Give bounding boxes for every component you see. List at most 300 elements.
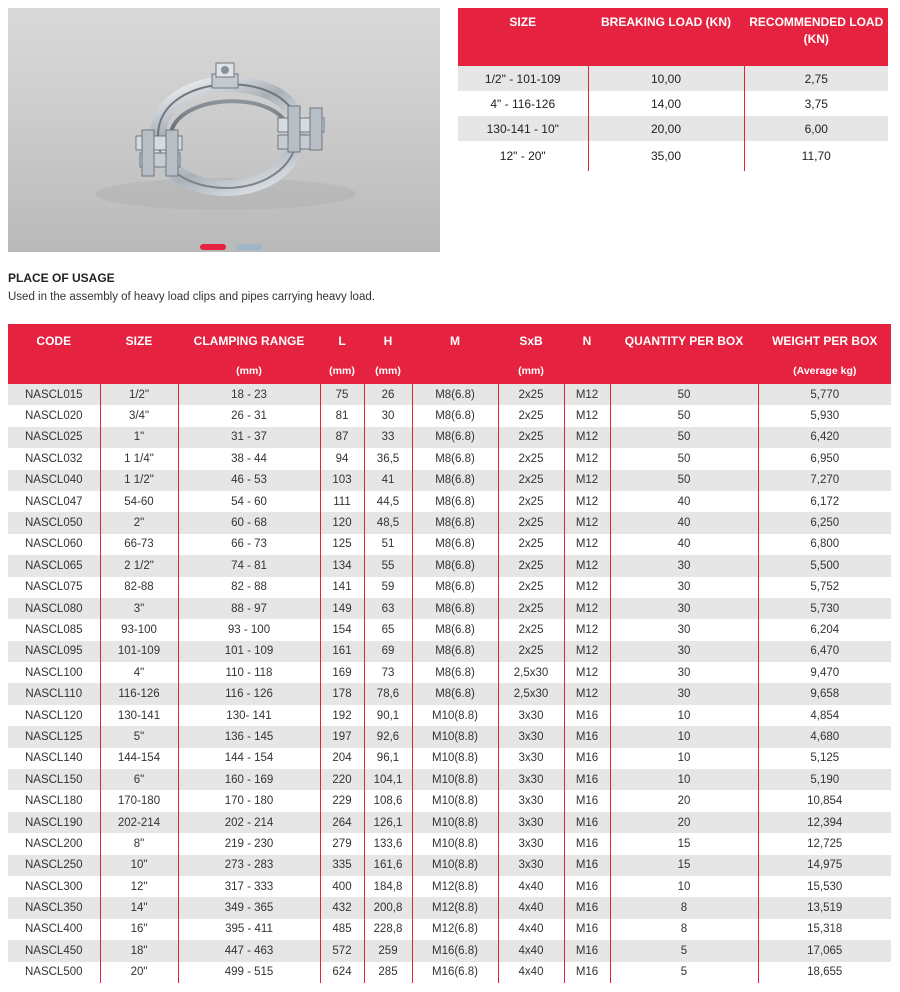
table-cell: 20 xyxy=(610,812,758,833)
product-table xyxy=(8,324,891,983)
table-cell: 8" xyxy=(100,833,178,854)
table-cell: M8(6.8) xyxy=(412,405,498,426)
table-row xyxy=(8,855,891,876)
carousel-dot[interactable] xyxy=(236,244,262,250)
table-cell: M12 xyxy=(564,577,610,598)
table-cell: M8(6.8) xyxy=(412,470,498,491)
table-cell: 10 xyxy=(610,748,758,769)
table-cell: NASCL120 xyxy=(8,705,100,726)
table-cell: M8(6.8) xyxy=(412,534,498,555)
table-cell: NASCL020 xyxy=(8,405,100,426)
table-cell: 4" xyxy=(100,662,178,683)
table-row xyxy=(8,512,891,533)
table-cell: 26 xyxy=(364,384,412,405)
table-cell: 499 - 515 xyxy=(178,962,320,983)
table-cell: 2x25 xyxy=(498,470,564,491)
table-cell: 133,6 xyxy=(364,833,412,854)
table-cell: M8(6.8) xyxy=(412,641,498,662)
table-cell: 1" xyxy=(100,427,178,448)
table-cell: NASCL400 xyxy=(8,919,100,940)
table-cell: 6,950 xyxy=(758,448,891,469)
table-cell: 4,680 xyxy=(758,726,891,747)
table-cell: M8(6.8) xyxy=(412,384,498,405)
table-cell: M8(6.8) xyxy=(412,448,498,469)
table-cell: 6,172 xyxy=(758,491,891,512)
table-cell: 104,1 xyxy=(364,769,412,790)
table-cell: M12 xyxy=(564,470,610,491)
table-cell: M12(8.8) xyxy=(412,897,498,918)
table-cell: 44,5 xyxy=(364,491,412,512)
load-table xyxy=(458,8,888,171)
table-cell: M12 xyxy=(564,491,610,512)
table-cell: 94 xyxy=(320,448,364,469)
load-cell: 35,00 xyxy=(588,141,744,171)
table-row xyxy=(8,662,891,683)
table-cell: M16 xyxy=(564,897,610,918)
table-cell: 12,394 xyxy=(758,812,891,833)
table-cell: 2x25 xyxy=(498,405,564,426)
table-cell: 2x25 xyxy=(498,641,564,662)
table-cell: 4x40 xyxy=(498,940,564,961)
table-cell: 161 xyxy=(320,641,364,662)
table-cell: 2x25 xyxy=(498,491,564,512)
table-cell: 170-180 xyxy=(100,790,178,811)
table-row xyxy=(8,897,891,918)
table-cell: 2,5x30 xyxy=(498,662,564,683)
table-cell: 69 xyxy=(364,641,412,662)
table-cell: NASCL085 xyxy=(8,619,100,640)
table-cell: 624 xyxy=(320,962,364,983)
table-cell: 4x40 xyxy=(498,876,564,897)
load-cell: 3,75 xyxy=(744,91,888,116)
table-cell: NASCL095 xyxy=(8,641,100,662)
table-cell: 144-154 xyxy=(100,748,178,769)
load-row xyxy=(458,66,888,91)
table-cell: 3x30 xyxy=(498,790,564,811)
table-cell: M16 xyxy=(564,769,610,790)
table-cell: 5 xyxy=(610,962,758,983)
table-cell: 259 xyxy=(364,940,412,961)
table-cell: 2x25 xyxy=(498,427,564,448)
load-cell: 6,00 xyxy=(744,116,888,141)
table-cell: 4x40 xyxy=(498,962,564,983)
table-cell: 202-214 xyxy=(100,812,178,833)
table-cell: M8(6.8) xyxy=(412,427,498,448)
table-cell: 2x25 xyxy=(498,448,564,469)
table-cell: NASCL180 xyxy=(8,790,100,811)
table-cell: 18 - 23 xyxy=(178,384,320,405)
column-unit: (mm) xyxy=(498,358,564,384)
load-cell: 130-141 - 10" xyxy=(458,116,588,141)
load-cell: 2,75 xyxy=(744,66,888,91)
table-cell: M8(6.8) xyxy=(412,491,498,512)
table-cell: 219 - 230 xyxy=(178,833,320,854)
table-cell: 144 - 154 xyxy=(178,748,320,769)
table-cell: 3x30 xyxy=(498,769,564,790)
table-cell: 154 xyxy=(320,619,364,640)
table-cell: 10 xyxy=(610,876,758,897)
table-cell: 3x30 xyxy=(498,726,564,747)
table-row xyxy=(8,470,891,491)
table-cell: 12,725 xyxy=(758,833,891,854)
table-cell: 16" xyxy=(100,919,178,940)
table-cell: 66-73 xyxy=(100,534,178,555)
table-cell: NASCL065 xyxy=(8,555,100,576)
load-cell: 4" - 116-126 xyxy=(458,91,588,116)
table-cell: 50 xyxy=(610,405,758,426)
table-cell: 202 - 214 xyxy=(178,812,320,833)
table-cell: 161,6 xyxy=(364,855,412,876)
table-cell: 46 - 53 xyxy=(178,470,320,491)
table-cell: 92,6 xyxy=(364,726,412,747)
table-cell: 30 xyxy=(610,641,758,662)
pipe-clamp-illustration xyxy=(8,8,440,252)
table-cell: 65 xyxy=(364,619,412,640)
table-row xyxy=(8,748,891,769)
product-image xyxy=(8,8,440,252)
table-cell: 3x30 xyxy=(498,855,564,876)
table-cell: 10,854 xyxy=(758,790,891,811)
table-cell: 285 xyxy=(364,962,412,983)
table-cell: M16 xyxy=(564,919,610,940)
load-header-breaking: BREAKING LOAD (KN) xyxy=(588,8,744,66)
table-cell: 3x30 xyxy=(498,748,564,769)
table-cell: NASCL015 xyxy=(8,384,100,405)
table-row xyxy=(8,790,891,811)
column-header: SxB xyxy=(498,324,564,358)
column-header: CODE xyxy=(8,324,100,358)
table-cell: 2x25 xyxy=(498,577,564,598)
table-cell: 2x25 xyxy=(498,512,564,533)
table-cell: 54-60 xyxy=(100,491,178,512)
table-cell: 40 xyxy=(610,534,758,555)
table-row xyxy=(8,577,891,598)
table-cell: 6,470 xyxy=(758,641,891,662)
table-cell: M16 xyxy=(564,726,610,747)
table-cell: 130-141 xyxy=(100,705,178,726)
table-cell: NASCL140 xyxy=(8,748,100,769)
table-cell: 8 xyxy=(610,897,758,918)
table-cell: 6,800 xyxy=(758,534,891,555)
table-cell: 228,8 xyxy=(364,919,412,940)
load-cell: 1/2" - 101-109 xyxy=(458,66,588,91)
load-row xyxy=(458,141,888,171)
table-cell: 63 xyxy=(364,598,412,619)
table-cell: M8(6.8) xyxy=(412,555,498,576)
table-cell: 192 xyxy=(320,705,364,726)
table-cell: 10 xyxy=(610,705,758,726)
table-row xyxy=(8,876,891,897)
table-cell: 2x25 xyxy=(498,534,564,555)
table-cell: 200,8 xyxy=(364,897,412,918)
table-cell: M10(8.8) xyxy=(412,812,498,833)
table-cell: M8(6.8) xyxy=(412,683,498,704)
table-cell: 349 - 365 xyxy=(178,897,320,918)
load-header-size: SIZE xyxy=(458,8,588,66)
table-cell: 31 - 37 xyxy=(178,427,320,448)
table-cell: M10(8.8) xyxy=(412,705,498,726)
table-cell: 54 - 60 xyxy=(178,491,320,512)
table-cell: 2x25 xyxy=(498,598,564,619)
table-cell: 87 xyxy=(320,427,364,448)
table-cell: 10" xyxy=(100,855,178,876)
table-cell: NASCL075 xyxy=(8,577,100,598)
table-cell: 15,530 xyxy=(758,876,891,897)
table-cell: M16 xyxy=(564,812,610,833)
table-row xyxy=(8,491,891,512)
table-cell: 3x30 xyxy=(498,705,564,726)
table-cell: 9,658 xyxy=(758,683,891,704)
table-cell: 108,6 xyxy=(364,790,412,811)
table-cell: 50 xyxy=(610,384,758,405)
table-cell: M16(6.8) xyxy=(412,940,498,961)
table-cell: 15 xyxy=(610,833,758,854)
table-cell: M16 xyxy=(564,876,610,897)
table-row xyxy=(8,534,891,555)
table-row xyxy=(8,448,891,469)
table-cell: M16(6.8) xyxy=(412,962,498,983)
table-cell: 6,204 xyxy=(758,619,891,640)
table-cell: 1 1/2" xyxy=(100,470,178,491)
table-cell: M12 xyxy=(564,427,610,448)
table-cell: 149 xyxy=(320,598,364,619)
table-cell: M10(8.8) xyxy=(412,748,498,769)
table-row xyxy=(8,619,891,640)
table-cell: 204 xyxy=(320,748,364,769)
column-header: L xyxy=(320,324,364,358)
table-cell: 88 - 97 xyxy=(178,598,320,619)
column-unit xyxy=(610,358,758,384)
table-cell: 30 xyxy=(610,577,758,598)
table-cell: M8(6.8) xyxy=(412,512,498,533)
column-header: QUANTITY PER BOX xyxy=(610,324,758,358)
table-cell: 82-88 xyxy=(100,577,178,598)
table-cell: M10(8.8) xyxy=(412,726,498,747)
table-cell: 1 1/4" xyxy=(100,448,178,469)
table-cell: 59 xyxy=(364,577,412,598)
table-cell: 400 xyxy=(320,876,364,897)
table-cell: 125 xyxy=(320,534,364,555)
table-cell: M12 xyxy=(564,555,610,576)
table-row xyxy=(8,705,891,726)
table-cell: NASCL125 xyxy=(8,726,100,747)
table-cell: 169 xyxy=(320,662,364,683)
table-cell: 5,730 xyxy=(758,598,891,619)
table-cell: 4,854 xyxy=(758,705,891,726)
table-cell: 5,770 xyxy=(758,384,891,405)
table-cell: M12 xyxy=(564,405,610,426)
table-cell: 15 xyxy=(610,855,758,876)
table-row xyxy=(8,384,891,405)
table-cell: 110 - 118 xyxy=(178,662,320,683)
table-cell: 14" xyxy=(100,897,178,918)
table-cell: 134 xyxy=(320,555,364,576)
load-cell: 12" - 20" xyxy=(458,141,588,171)
table-cell: 6,420 xyxy=(758,427,891,448)
table-cell: 141 xyxy=(320,577,364,598)
column-header: CLAMPING RANGE xyxy=(178,324,320,358)
load-header-recommended: RECOMMENDED LOAD (KN) xyxy=(744,8,888,66)
column-header: H xyxy=(364,324,412,358)
carousel-dot-active[interactable] xyxy=(200,244,226,250)
column-unit: (mm) xyxy=(320,358,364,384)
table-cell: 220 xyxy=(320,769,364,790)
table-cell: 101 - 109 xyxy=(178,641,320,662)
table-cell: 395 - 411 xyxy=(178,919,320,940)
table-cell: M10(8.8) xyxy=(412,769,498,790)
table-cell: 17,065 xyxy=(758,940,891,961)
table-cell: 1/2" xyxy=(100,384,178,405)
table-cell: 38 - 44 xyxy=(178,448,320,469)
table-cell: 9,470 xyxy=(758,662,891,683)
table-cell: 60 - 68 xyxy=(178,512,320,533)
table-cell: M12 xyxy=(564,619,610,640)
table-cell: 8 xyxy=(610,919,758,940)
table-cell: 130- 141 xyxy=(178,705,320,726)
load-cell: 20,00 xyxy=(588,116,744,141)
table-cell: 81 xyxy=(320,405,364,426)
table-cell: 273 - 283 xyxy=(178,855,320,876)
table-cell: 3/4" xyxy=(100,405,178,426)
table-cell: 12" xyxy=(100,876,178,897)
carousel-dots xyxy=(200,244,262,250)
table-cell: M16 xyxy=(564,748,610,769)
table-cell: M8(6.8) xyxy=(412,619,498,640)
table-cell: NASCL150 xyxy=(8,769,100,790)
table-cell: 4x40 xyxy=(498,919,564,940)
table-cell: 82 - 88 xyxy=(178,577,320,598)
table-cell: 15,318 xyxy=(758,919,891,940)
table-cell: 6" xyxy=(100,769,178,790)
table-cell: 13,519 xyxy=(758,897,891,918)
table-row xyxy=(8,919,891,940)
table-cell: NASCL250 xyxy=(8,855,100,876)
table-cell: M12 xyxy=(564,641,610,662)
column-unit xyxy=(8,358,100,384)
table-cell: 18,655 xyxy=(758,962,891,983)
table-cell: 7,270 xyxy=(758,470,891,491)
table-cell: 2 1/2" xyxy=(100,555,178,576)
table-cell: 6,250 xyxy=(758,512,891,533)
table-cell: 20 xyxy=(610,790,758,811)
table-cell: 5 xyxy=(610,940,758,961)
table-cell: M12 xyxy=(564,384,610,405)
table-cell: 229 xyxy=(320,790,364,811)
table-cell: 136 - 145 xyxy=(178,726,320,747)
table-cell: 30 xyxy=(610,555,758,576)
table-cell: 14,975 xyxy=(758,855,891,876)
table-cell: M10(8.8) xyxy=(412,833,498,854)
table-cell: 20" xyxy=(100,962,178,983)
table-cell: NASCL060 xyxy=(8,534,100,555)
table-row xyxy=(8,962,891,983)
table-cell: NASCL350 xyxy=(8,897,100,918)
table-row xyxy=(8,833,891,854)
column-header: SIZE xyxy=(100,324,178,358)
usage-heading: PLACE OF USAGE xyxy=(8,271,115,285)
table-cell: 73 xyxy=(364,662,412,683)
table-cell: 30 xyxy=(364,405,412,426)
table-cell: M16 xyxy=(564,962,610,983)
table-cell: 66 - 73 xyxy=(178,534,320,555)
table-cell: 30 xyxy=(610,662,758,683)
table-cell: 40 xyxy=(610,491,758,512)
table-cell: M12(6.8) xyxy=(412,919,498,940)
table-cell: 5,752 xyxy=(758,577,891,598)
table-cell: 3x30 xyxy=(498,812,564,833)
table-cell: NASCL050 xyxy=(8,512,100,533)
table-cell: 572 xyxy=(320,940,364,961)
table-cell: 160 - 169 xyxy=(178,769,320,790)
table-row xyxy=(8,683,891,704)
table-cell: 447 - 463 xyxy=(178,940,320,961)
table-cell: NASCL190 xyxy=(8,812,100,833)
table-cell: 3" xyxy=(100,598,178,619)
table-cell: 55 xyxy=(364,555,412,576)
table-cell: 485 xyxy=(320,919,364,940)
table-cell: NASCL500 xyxy=(8,962,100,983)
load-cell: 11,70 xyxy=(744,141,888,171)
table-cell: 5,500 xyxy=(758,555,891,576)
column-unit: (mm) xyxy=(178,358,320,384)
table-row xyxy=(8,427,891,448)
table-cell: 30 xyxy=(610,683,758,704)
table-cell: NASCL450 xyxy=(8,940,100,961)
table-cell: 317 - 333 xyxy=(178,876,320,897)
table-cell: 432 xyxy=(320,897,364,918)
column-unit: (mm) xyxy=(364,358,412,384)
table-cell: NASCL100 xyxy=(8,662,100,683)
load-row xyxy=(458,116,888,141)
table-cell: 116 - 126 xyxy=(178,683,320,704)
column-unit xyxy=(100,358,178,384)
table-cell: 5,930 xyxy=(758,405,891,426)
table-cell: 111 xyxy=(320,491,364,512)
table-cell: M12(8.8) xyxy=(412,876,498,897)
table-row xyxy=(8,812,891,833)
table-cell: 2x25 xyxy=(498,384,564,405)
load-cell: 14,00 xyxy=(588,91,744,116)
table-cell: M8(6.8) xyxy=(412,577,498,598)
table-cell: 50 xyxy=(610,427,758,448)
table-row xyxy=(8,726,891,747)
table-cell: 33 xyxy=(364,427,412,448)
table-cell: 93 - 100 xyxy=(178,619,320,640)
table-cell: NASCL040 xyxy=(8,470,100,491)
table-cell: 30 xyxy=(610,619,758,640)
table-cell: 103 xyxy=(320,470,364,491)
table-row xyxy=(8,405,891,426)
table-cell: 40 xyxy=(610,512,758,533)
table-cell: 18" xyxy=(100,940,178,961)
table-cell: 36,5 xyxy=(364,448,412,469)
table-cell: 335 xyxy=(320,855,364,876)
table-cell: M12 xyxy=(564,662,610,683)
table-cell: M8(6.8) xyxy=(412,662,498,683)
table-cell: M12 xyxy=(564,512,610,533)
table-cell: 74 - 81 xyxy=(178,555,320,576)
table-row xyxy=(8,940,891,961)
table-cell: M16 xyxy=(564,940,610,961)
column-header: N xyxy=(564,324,610,358)
table-cell: M12 xyxy=(564,598,610,619)
table-cell: 178 xyxy=(320,683,364,704)
table-cell: M12 xyxy=(564,683,610,704)
table-cell: NASCL047 xyxy=(8,491,100,512)
table-cell: NASCL025 xyxy=(8,427,100,448)
load-cell: 10,00 xyxy=(588,66,744,91)
table-cell: 264 xyxy=(320,812,364,833)
